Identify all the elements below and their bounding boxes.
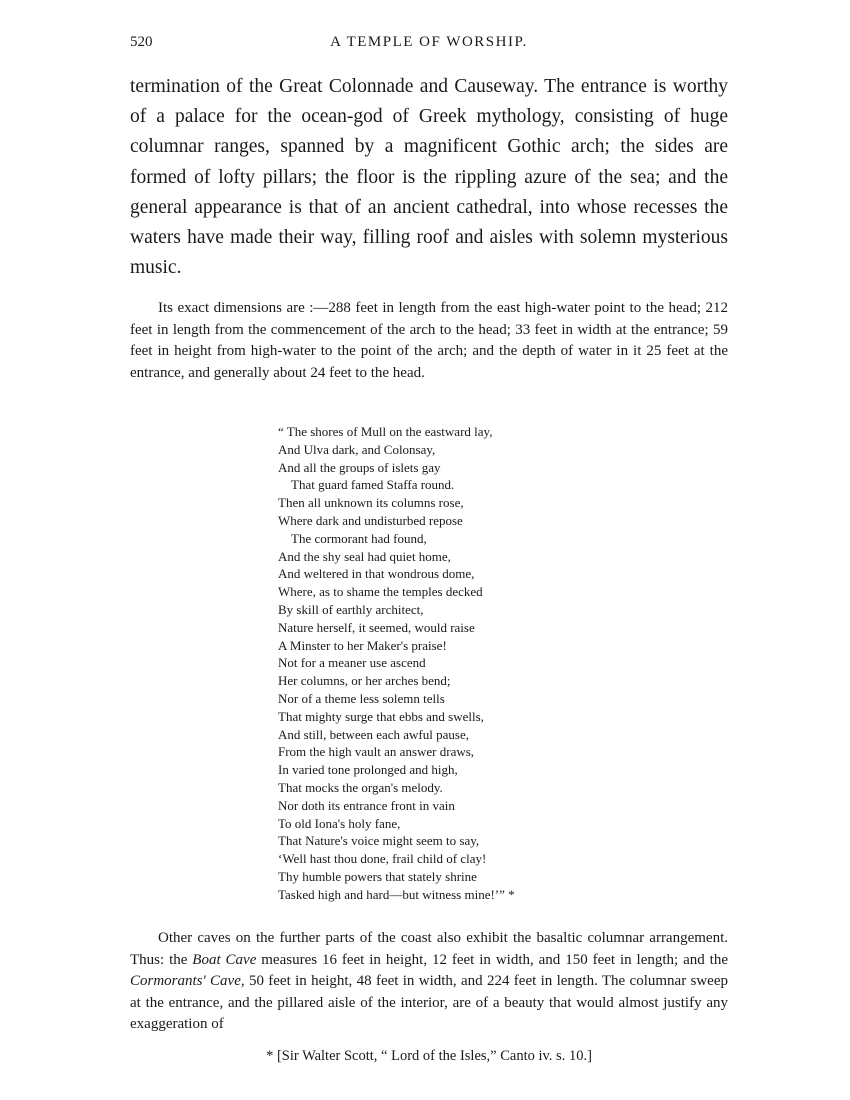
cormorants-cave-name: Cormorants' Cave,	[130, 973, 245, 990]
poem-line: Where, as to shame the temples decked	[278, 584, 483, 600]
poem-line: ‘Well hast thou done, frail child of clay!	[278, 851, 487, 867]
poem-line: That Nature's voice might seem to say,	[278, 833, 480, 849]
poem-line: Not for a meaner use ascend	[278, 655, 426, 671]
poem-line: In varied tone prolonged and high,	[278, 762, 458, 778]
opening-paragraph-block	[130, 72, 728, 283]
paragraph-2: Its exact dimensions are :—288 feet in length from the east high-water point to the head; 212 feet in length from the commencement of the arch to the head; 33 feet in width at the entrance; 59 feet in height from high-water to the point of the arch; and the depth of water in it 25 feet at the entrance, and generally about 24 feet to the head.	[130, 300, 728, 381]
boat-cave-name: Boat Cave	[192, 951, 257, 968]
paragraph-3-text-1: Other caves on the further parts of the coast also exhibit the basaltic columnar arrangement. Thus: the	[130, 930, 728, 968]
footnote: * [Sir Walter Scott, “ Lord of the Isles,” Canto iv. s. 10.]	[266, 1048, 592, 1064]
running-title: A TEMPLE OF WORSHIP.	[330, 34, 528, 50]
dimensions-paragraph-block	[130, 298, 728, 384]
poem-line: A Minster to her Maker's praise!	[278, 637, 447, 653]
paragraph-3-text-2: measures 16 feet in height, 12 feet in width, and 150 feet in length; and the	[256, 951, 728, 968]
paragraph-1: termination of the Great Colonnade and Causeway. The entrance is worthy of a palace for the ocean-god of Greek mythology, consisting of huge columnar ranges, spanned by a magnificent Gothic arch; the sides are formed of lofty pillars; the floor is the rippling azure of the sea; and the general appearance is that of an ancient cathedral, into whose recesses the waters have made their way, filling roof and aisles with solemn mysterious music.	[130, 76, 728, 279]
poem-line: Nor of a theme less solemn tells	[278, 690, 445, 706]
poem-line: Her columns, or her arches bend;	[278, 673, 451, 689]
poem-line: “ The shores of Mull on the eastward lay,	[278, 424, 493, 439]
poem-line: And still, between each awful pause,	[278, 726, 469, 742]
poem-line: The cormorant had found,	[291, 530, 427, 546]
poem-line: Tasked high and hard—but witness mine!’” *	[278, 886, 515, 902]
poem-line: And weltered in that wondrous dome,	[278, 566, 475, 582]
caves-paragraph-block	[130, 928, 728, 1036]
poem-line: That guard famed Staffa round.	[291, 477, 455, 493]
poem-line: From the high vault an answer draws,	[278, 744, 475, 760]
page-number: 520	[130, 34, 153, 50]
poem-line: To old Iona's holy fane,	[278, 815, 401, 831]
poem-line: That mighty surge that ebbs and swells,	[278, 708, 484, 724]
poem-line: Where dark and undisturbed repose	[278, 512, 463, 528]
poem-line: Thy humble powers that stately shrine	[278, 868, 477, 884]
poem-line: And the shy seal had quiet home,	[278, 548, 451, 564]
poem-line: Nature herself, it seemed, would raise	[278, 619, 475, 635]
poem-line: Nor doth its entrance front in vain	[278, 797, 455, 813]
paragraph-3	[130, 928, 728, 1036]
poem-line: And Ulva dark, and Colonsay,	[278, 441, 436, 457]
running-header	[130, 34, 728, 54]
poem-line: That mocks the organ's melody.	[278, 779, 443, 795]
paragraph-3-text-3: 50 feet in height, 48 feet in width, and 224 feet in length. The columnar sweep at the entrance, and the pillared aisle of the interior, are of a beauty that would almost justify any exaggeration of	[130, 973, 728, 1033]
poem-line: And all the groups of islets gay	[278, 459, 441, 475]
poem-line: By skill of earthly architect,	[278, 601, 424, 617]
poem-line: Then all unknown its columns rose,	[278, 495, 464, 511]
poem-quotation	[278, 423, 658, 904]
